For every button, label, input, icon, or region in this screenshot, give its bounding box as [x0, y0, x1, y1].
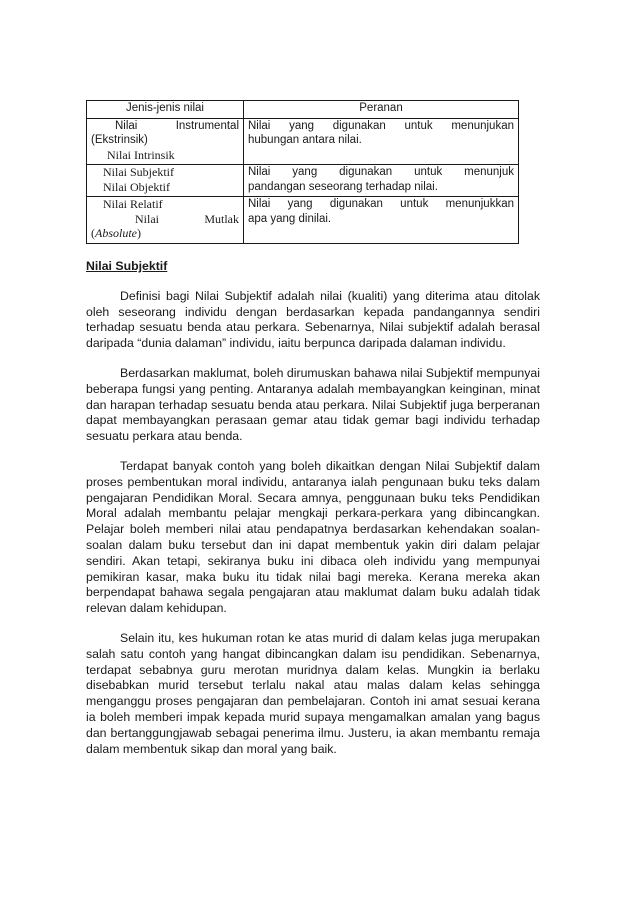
header-peranan: Peranan — [244, 101, 519, 119]
table-row — [87, 197, 519, 244]
table-row — [87, 165, 519, 197]
cell-line: (Ekstrinsik) — [91, 134, 148, 146]
values-table — [86, 100, 519, 244]
table-row — [87, 118, 519, 165]
section-title: Nilai Subjektif — [86, 259, 168, 273]
cell-line: apa yang dinilai. — [248, 212, 332, 225]
table-cell-jenis — [87, 197, 244, 244]
cell-line: Nilai Objektif — [103, 179, 170, 194]
cell-line: pandangan seseorang terhadap nilai. — [248, 180, 438, 193]
paren-open: ( — [91, 226, 95, 240]
table-cell-peranan — [244, 197, 519, 244]
cell-line: Nilai Mutlak — [135, 211, 239, 226]
cell-line: hubungan antara nilai. — [248, 134, 362, 146]
table-cell-peranan — [244, 165, 519, 197]
cell-line: Nilai Intrinsik — [107, 147, 175, 162]
cell-line: Nilai Subjektif — [103, 165, 174, 179]
table-cell-peranan — [244, 118, 519, 165]
header-jenis-nilai: Jenis-jenis nilai — [87, 101, 244, 119]
table-cell-jenis — [87, 118, 244, 165]
table-cell-jenis — [87, 165, 244, 197]
cell-line: Nilai Relatif — [103, 197, 163, 211]
section-content — [86, 259, 540, 771]
paragraph: Selain itu, kes hukuman rotan ke atas murid di dalam kelas juga merupakan salah satu contoh yang hangat dibincangkan dalam isu pendidikan. Sebenarnya, terdapat sebabnya guru merotan muridnya dalam kelas. Mungkin ia berlaku disebabkan murid tersebut terlalu nakal atau malas dalam kelas sehingga menganggu proses pengajaran dan pembelajaran. Contoh ini amat sesuai kerana ia boleh memberi impak kepada murid supaya mengamalkan amalan yang bagus dan bertanggungjawab sebagai penerima ilmu. Justeru, ia akan membantu remaja dalam membentuk sikap dan moral yang baik. — [86, 630, 540, 756]
cell-line-absolute — [91, 226, 239, 241]
paragraph: Berdasarkan maklumat, boleh dirumuskan bahawa nilai Subjektif mempunyai beberapa fungsi yang penting. Antaranya adalah membayangkan keinginan, minat dan harapan terhadap sesuatu benda atau perkara. Nilai Subjektif juga berperanan dapat membayangkan perasaan gemar atau tidak gemar bagi individu terhadap sesuatu perkara atau benda. — [86, 365, 540, 444]
table-header-row — [87, 101, 519, 119]
cell-line: Nilai yang digunakan untuk menunjukkan — [248, 198, 514, 210]
paragraph: Definisi bagi Nilai Subjektif adalah nilai (kualiti) yang diterima atau ditolak oleh seseorang individu dengan berdasarkan kepada pandangannya sendiri terhadap sesuatu benda atau perkara. Sebenarnya, Nilai subjektif adalah berasal daripada “dunia dalaman” individu, iaitu berpunca daripada dalaman individu. — [86, 288, 540, 351]
cell-line: Nilai Instrumental — [115, 119, 239, 132]
cell-line: Nilai yang digunakan untuk menunjukan — [248, 119, 514, 132]
absolute-term: Absolute — [95, 226, 137, 240]
cell-line: Nilai yang digunakan untuk menunjuk — [248, 166, 514, 178]
paren-close: ) — [137, 226, 141, 240]
paragraph: Terdapat banyak contoh yang boleh dikaitkan dengan Nilai Subjektif dalam proses pembentukan moral individu, antaranya ialah pengunaan buku teks dalam pengajaran Pendidikan Moral. Secara amnya, penggunaan buku teks Pendidikan Moral adalah membantu pelajar mengkaji perkara-perkara yang dibincangkan. Pelajar boleh memberi nilai atau pendapatnya berdasarkan kehendakan soalan-soalan dalam buku tersebut dan ini dapat membentuk yakin diri dalam pelajar sendiri. Akan tetapi, sekiranya buku ini dibaca oleh individu yang mempunyai pemikiran kasar, maka buku itu tidak nilai bagi mereka. Kerana mereka akan berpendapat bahawa segala pengajaran atau maklumat dalam buku adalah tidak relevan dalam kehidupan. — [86, 458, 540, 616]
